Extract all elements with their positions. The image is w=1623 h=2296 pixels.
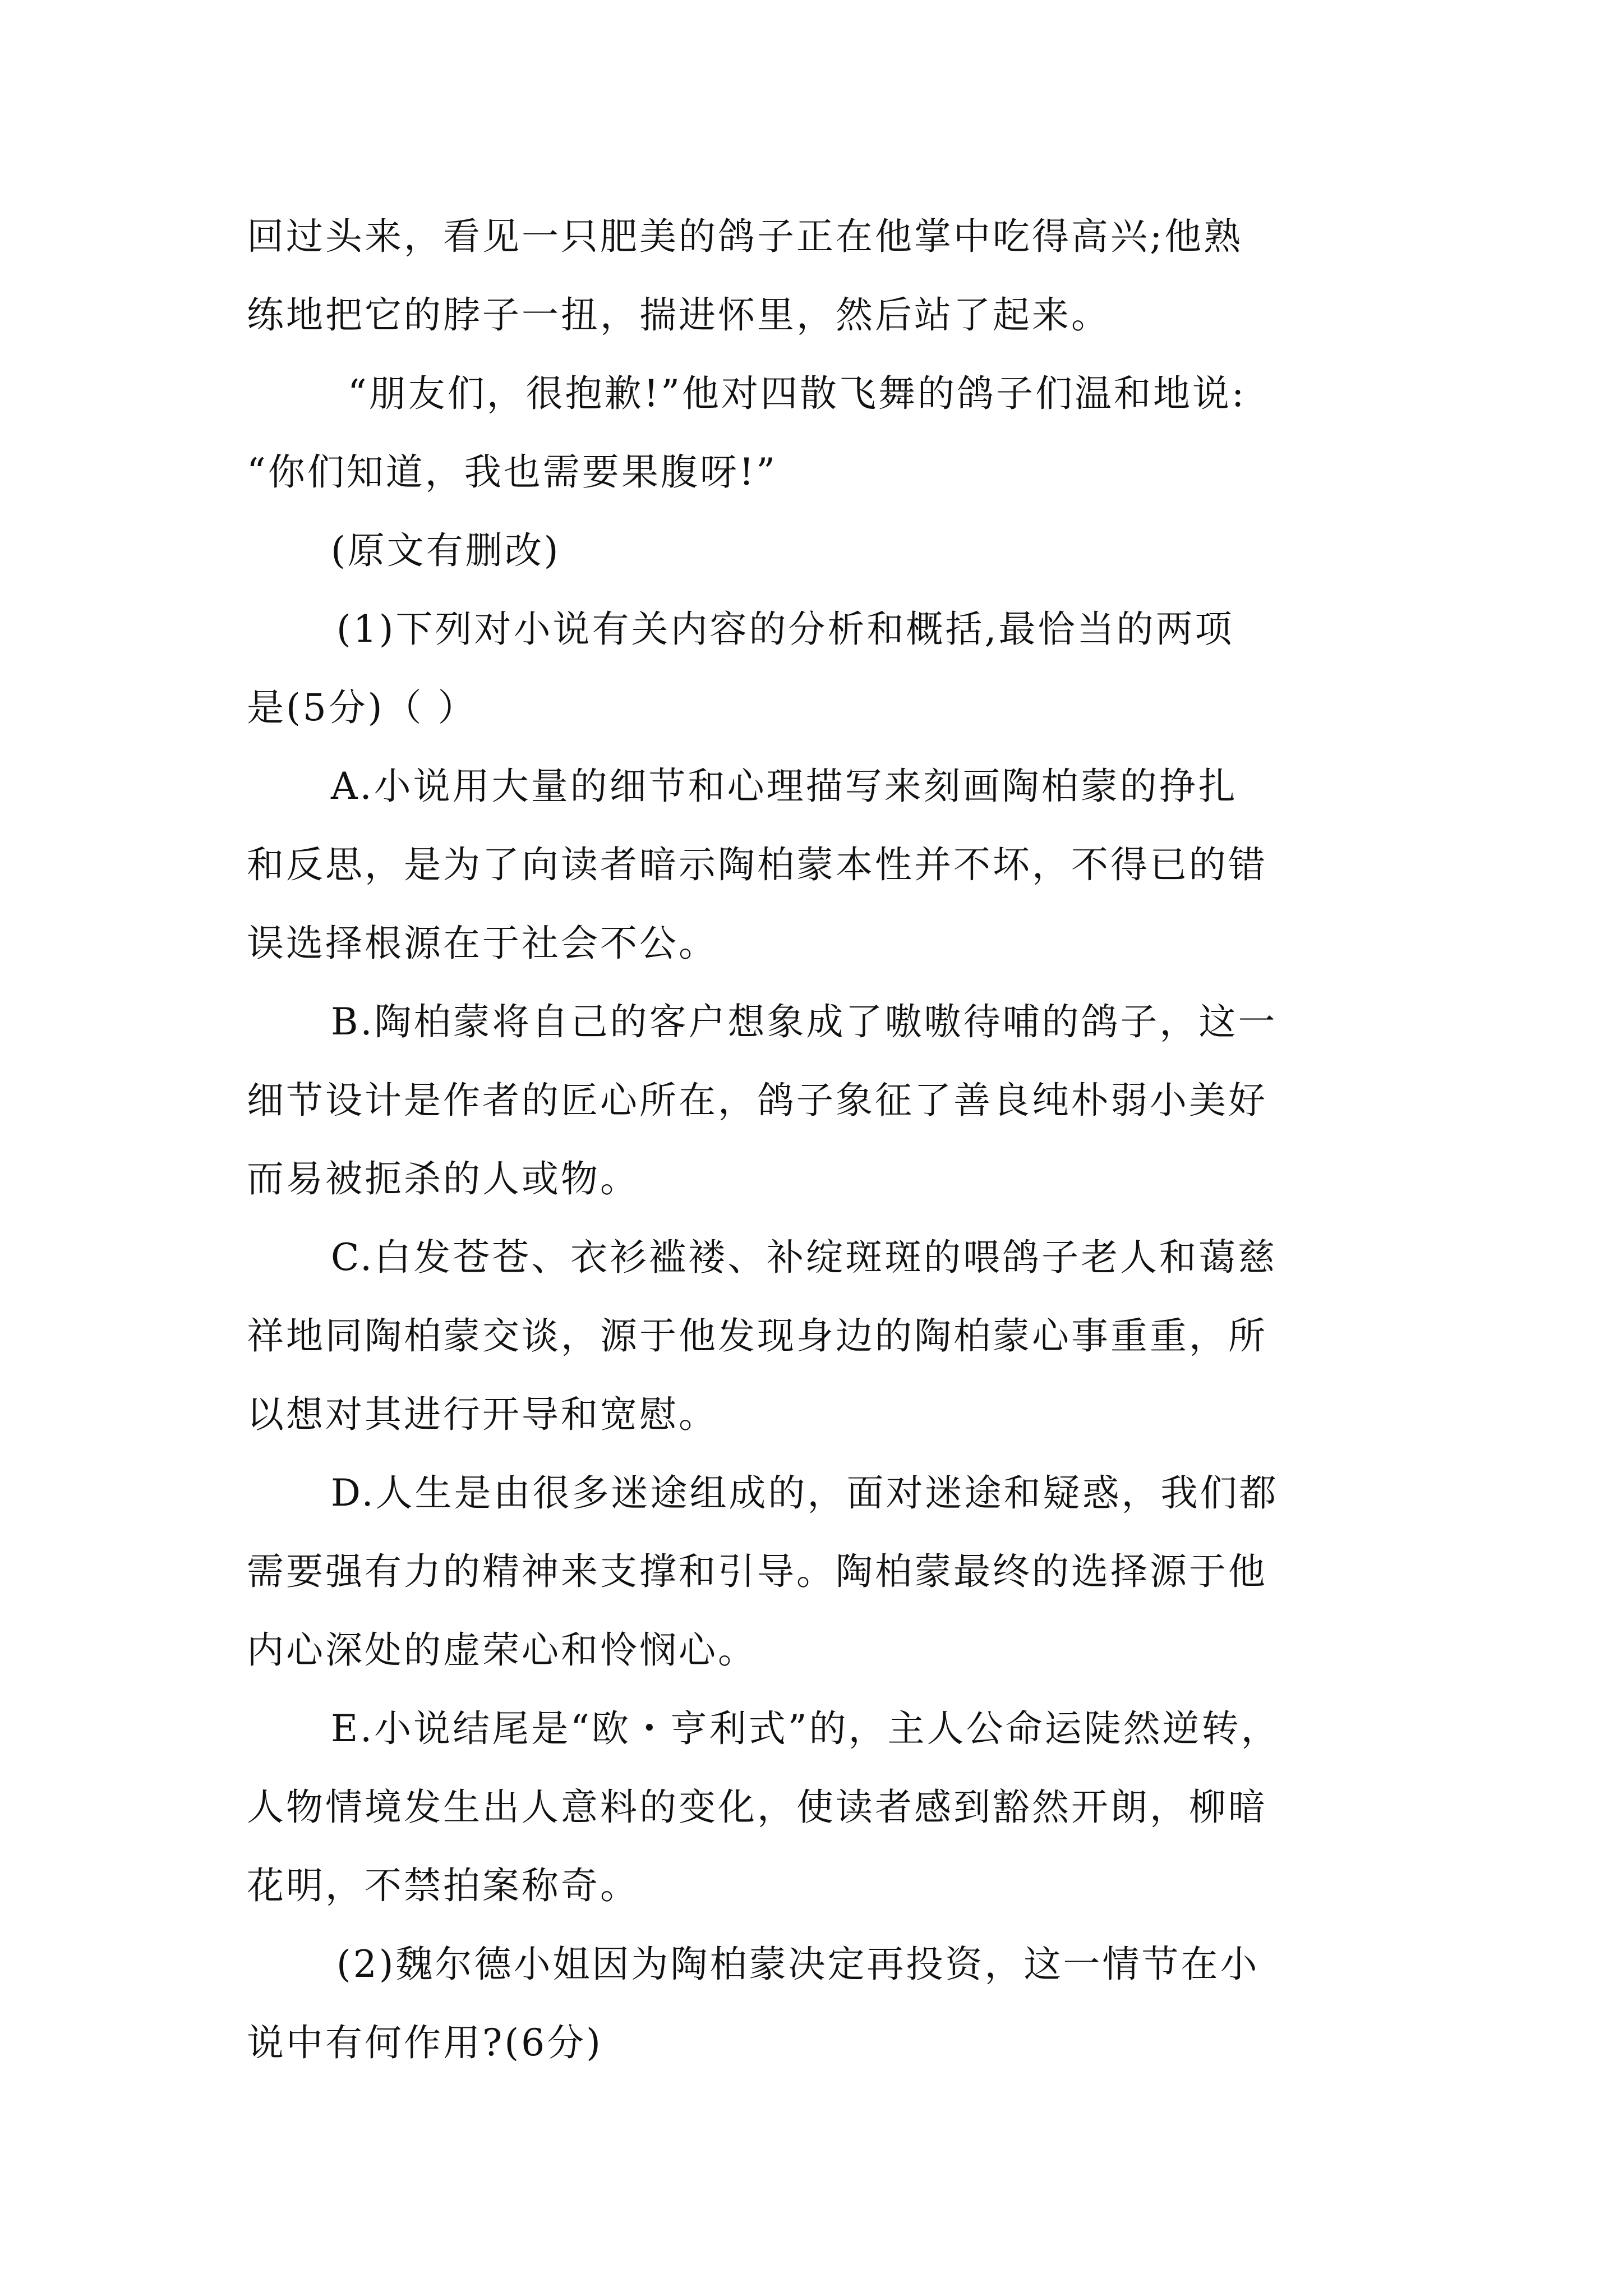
text-line: “朋友们，很抱歉!”他对四散飞舞的鸽子们温和地说:: [348, 372, 1247, 415]
option-c: 祥地同陶柏蒙交谈，源于他发现身边的陶柏蒙心事重重，所: [247, 1314, 1267, 1358]
option-c: C.白发苍苍、衣衫褴褛、补绽斑斑的喂鸽子老人和蔼慈: [331, 1236, 1278, 1279]
question-2: (2)魏尔德小姐因为陶柏蒙决定再投资，这一情节在小: [336, 1943, 1260, 1986]
question-2: 说中有何作用?(6分): [247, 2021, 603, 2064]
option-b: 而易被扼杀的人或物。: [247, 1157, 639, 1200]
option-e: 人物情境发生出人意料的变化，使读者感到豁然开朗，柳暗: [247, 1786, 1267, 1829]
option-d: 需要强有力的精神来支撑和引导。陶柏蒙最终的选择源于他: [247, 1550, 1267, 1593]
text-line: 练地把它的脖子一扭，揣进怀里，然后站了起来。: [247, 293, 1110, 337]
option-b: 细节设计是作者的匠心所在，鸽子象征了善良纯朴弱小美好: [247, 1079, 1267, 1122]
option-e: E.小说结尾是“欧・亨利式”的，主人公命运陡然逆转，: [331, 1707, 1280, 1750]
text-line: “你们知道，我也需要果腹呀!”: [247, 450, 778, 494]
text-line: 回过头来，看见一只肥美的鸽子正在他掌中吃得高兴;他熟: [247, 215, 1243, 258]
question-1-stem: (1)下列对小说有关内容的分析和概括,最恰当的两项: [336, 608, 1234, 651]
option-d: D.人生是由很多迷途组成的，面对迷途和疑惑，我们都: [331, 1471, 1279, 1515]
option-a: 和反思，是为了向读者暗示陶柏蒙本性并不坏，不得已的错: [247, 843, 1267, 886]
question-1-stem: 是(5分)（ ）: [247, 686, 477, 729]
option-d: 内心深处的虚荣心和怜悯心。: [247, 1628, 757, 1672]
option-c: 以想对其进行开导和宽慰。: [247, 1393, 718, 1436]
option-a: 误选择根源在于社会不公。: [247, 922, 718, 965]
option-e: 花明，不禁拍案称奇。: [247, 1864, 639, 1907]
text-line: (原文有删改): [331, 529, 561, 572]
option-a: A.小说用大量的细节和心理描写来刻画陶柏蒙的挣扎: [331, 765, 1238, 808]
option-b: B.陶柏蒙将自己的客户想象成了嗷嗷待哺的鸽子，这一: [331, 1000, 1278, 1043]
